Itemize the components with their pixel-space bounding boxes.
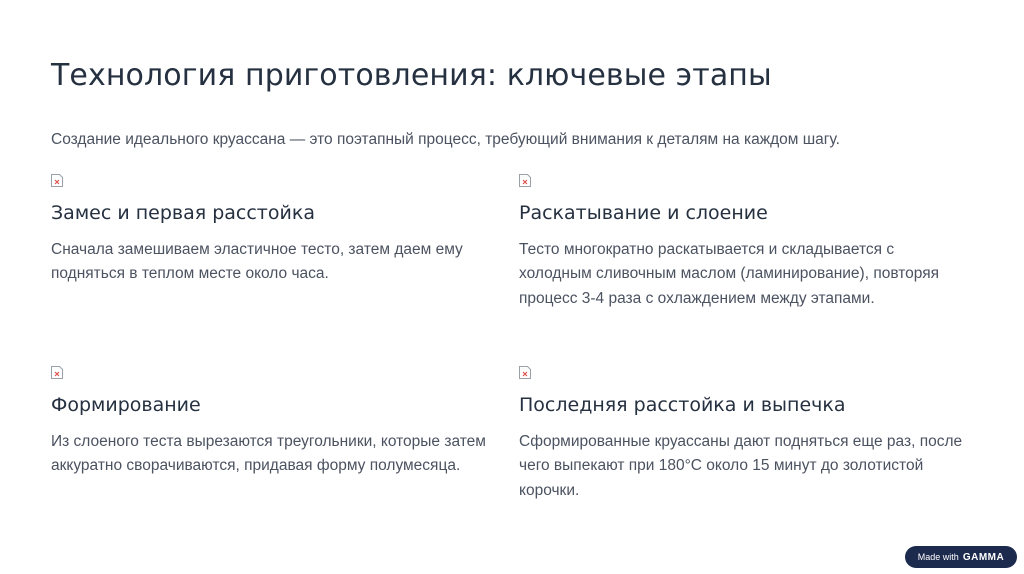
step-description: Сначала замешиваем эластичное тесто, затем даем ему подняться в теплом месте около часа. xyxy=(51,241,463,283)
step-description: Из слоеного теста вырезаются треугольники, которые затем аккуратно сворачиваются, придавая форму полумесяца. xyxy=(51,433,486,475)
step-description: Сформированные круассаны дают подняться еще раз, после чего выпекают при 180°C около 15 минут до золотистой корочки. xyxy=(519,433,963,499)
step-heading: Последняя расстойка и выпечка xyxy=(519,394,846,416)
made-with-gamma-badge[interactable] xyxy=(905,546,1017,568)
broken-image-icon xyxy=(51,366,63,379)
step-heading: Формирование xyxy=(51,394,201,416)
slide-subtitle: Создание идеального круассана — это поэтапный процесс, требующий внимания к деталям на каждом шагу. xyxy=(51,131,840,148)
step-heading: Раскатывание и слоение xyxy=(519,202,768,224)
broken-image-icon xyxy=(519,366,531,379)
broken-image-icon xyxy=(519,174,531,187)
step-description: Тесто многократно раскатывается и складывается с холодным сливочным маслом (ламинирование), повторяя процесс 3-4 раза с охлаждением между этапами. xyxy=(519,241,939,307)
gamma-logo: GAMMA xyxy=(962,551,1005,563)
slide-title: Технология приготовления: ключевые этапы xyxy=(51,58,772,93)
step-heading: Замес и первая расстойка xyxy=(51,202,315,224)
badge-prefix: Made with xyxy=(917,552,959,562)
broken-image-icon xyxy=(51,174,63,187)
